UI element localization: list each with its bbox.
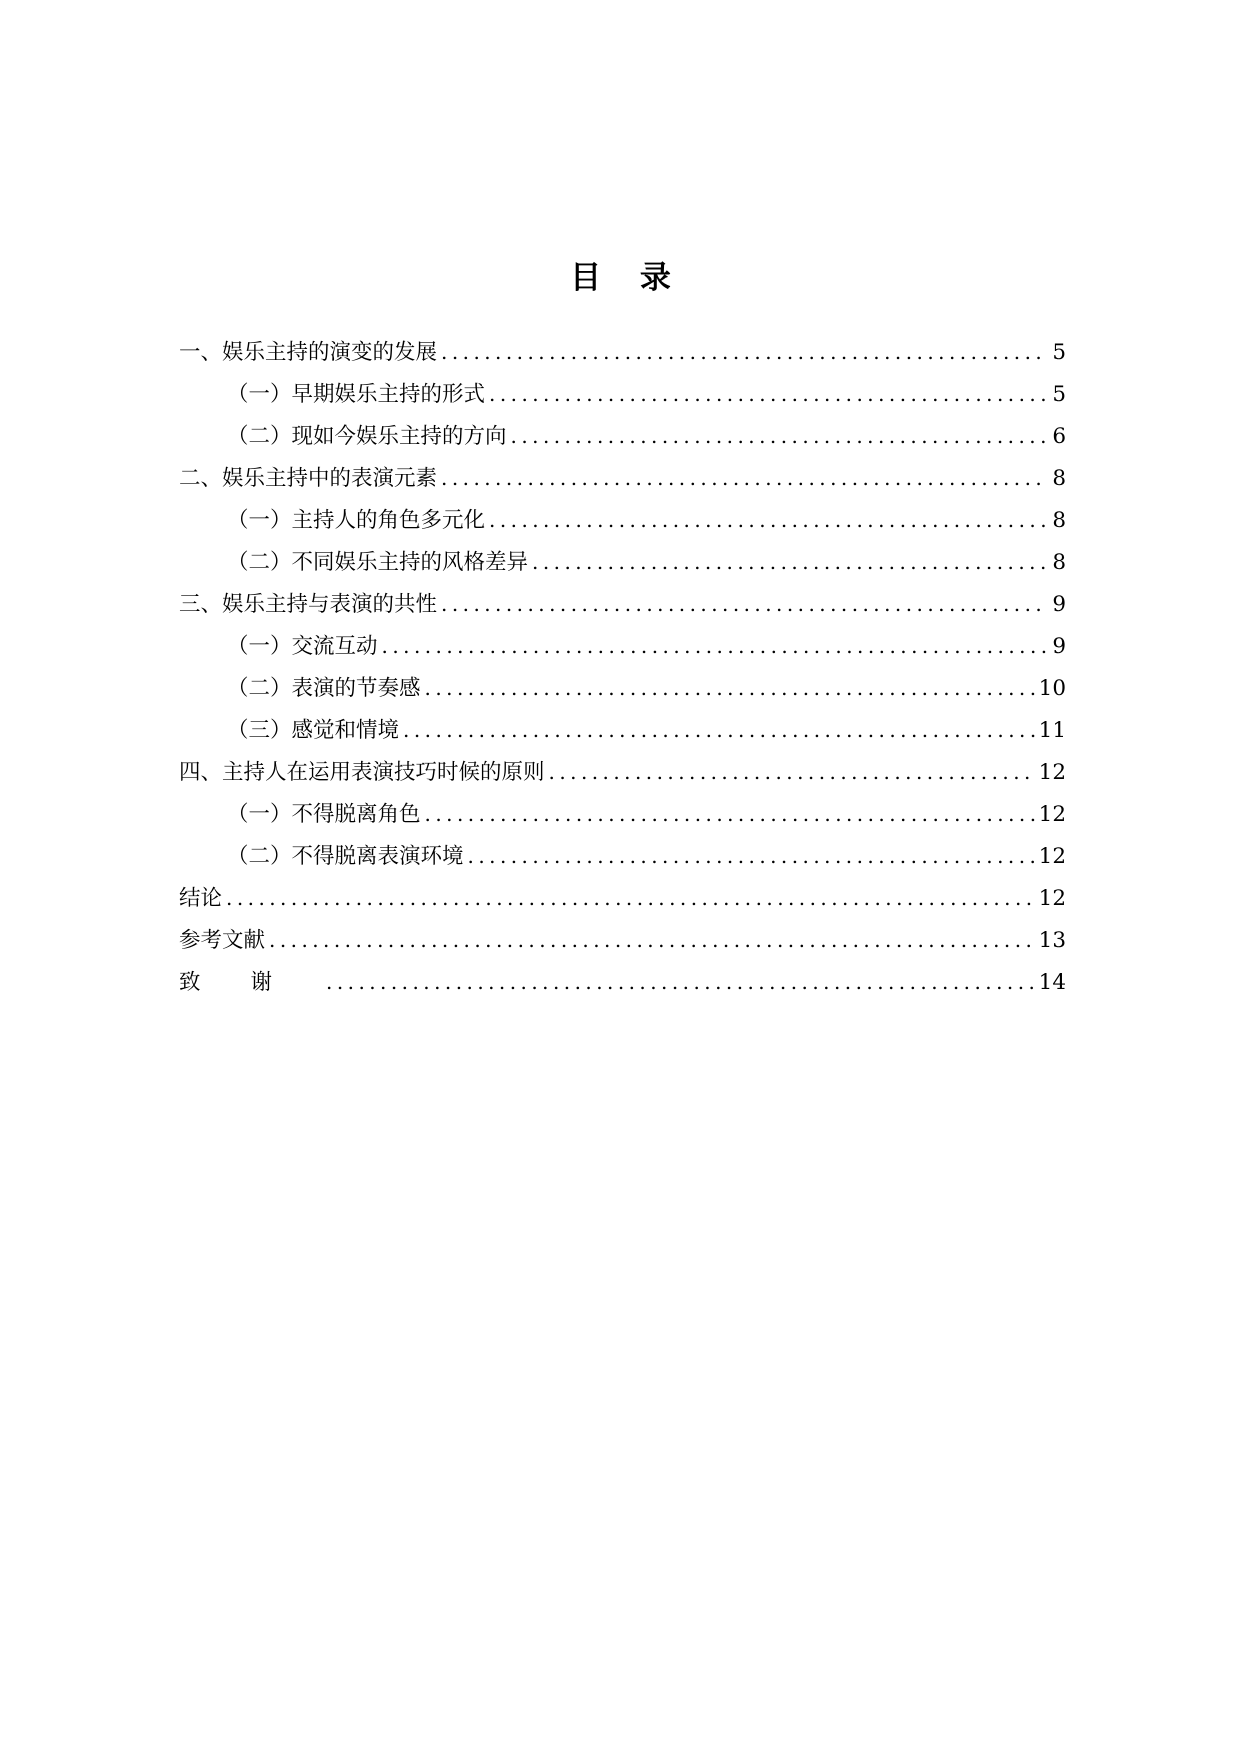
page-title: 目 录 (570, 259, 685, 296)
toc-page-number: 6 (1052, 424, 1066, 449)
toc-entry[interactable] (179, 373, 1066, 415)
toc-dot-leader (549, 751, 1035, 793)
toc-page-number: 8 (1052, 550, 1066, 575)
toc-page-number: 9 (1052, 634, 1066, 659)
toc-entry[interactable] (179, 667, 1066, 709)
toc-entry[interactable] (179, 541, 1066, 583)
toc-entry-label: （二）不得脱离表演环境 (227, 844, 464, 869)
toc-entry[interactable] (179, 919, 1066, 961)
toc-dot-leader (489, 499, 1048, 541)
toc-dot-leader (269, 919, 1035, 961)
toc-page-number: 12 (1038, 760, 1066, 785)
toc-dot-leader (425, 667, 1035, 709)
toc-page-number: 11 (1038, 718, 1066, 743)
toc-entry[interactable] (179, 457, 1066, 499)
toc-entry-label: 一、娱乐主持的演变的发展 (179, 340, 438, 365)
toc-entry[interactable] (179, 961, 1066, 1003)
toc-dot-leader (403, 709, 1035, 751)
toc-entry[interactable] (179, 709, 1066, 751)
toc-entry-label: （一）不得脱离角色 (227, 802, 421, 827)
toc-dot-leader (532, 541, 1048, 583)
toc-dot-leader (326, 961, 1035, 1003)
toc-entry[interactable] (179, 793, 1066, 835)
toc-dot-leader (441, 331, 1048, 373)
toc-entry[interactable] (179, 583, 1066, 625)
toc-entry-label: 三、娱乐主持与表演的共性 (179, 592, 438, 617)
toc-entry[interactable] (179, 877, 1066, 919)
toc-dot-leader (226, 877, 1035, 919)
toc-page-number: 12 (1038, 886, 1066, 911)
toc-entry[interactable] (179, 751, 1066, 793)
toc-dot-leader (382, 625, 1049, 667)
toc-entry-label: 结论 (179, 886, 223, 911)
toc-page-number: 9 (1052, 592, 1066, 617)
toc-dot-leader (425, 793, 1035, 835)
toc-dot-leader (468, 835, 1035, 877)
toc-entry[interactable] (179, 499, 1066, 541)
toc-page-number: 5 (1052, 340, 1066, 365)
toc-entry-label: （二）表演的节奏感 (227, 676, 421, 701)
toc-dot-leader (489, 373, 1048, 415)
toc-entry-label: （二）不同娱乐主持的风格差异 (227, 550, 529, 575)
toc-entry-label: 二、娱乐主持中的表演元素 (179, 466, 438, 491)
toc-entry[interactable] (179, 331, 1066, 373)
toc-entry-label: 致谢 (179, 970, 323, 995)
toc-entry-label: （一）早期娱乐主持的形式 (227, 382, 486, 407)
toc-page-number: 5 (1052, 382, 1066, 407)
toc-entry-label: （二）现如今娱乐主持的方向 (227, 424, 507, 449)
toc-entry[interactable] (179, 625, 1066, 667)
toc-entry-label: 参考文献 (179, 928, 266, 953)
toc-page-number: 8 (1052, 466, 1066, 491)
toc-dot-leader (441, 583, 1048, 625)
toc-entry-label: 四、主持人在运用表演技巧时候的原则 (179, 760, 545, 785)
toc-dot-leader (511, 415, 1049, 457)
toc-page-number: 10 (1038, 676, 1066, 701)
toc-entry[interactable] (179, 415, 1066, 457)
toc-entry-label: （一）交流互动 (227, 634, 378, 659)
toc-page-number: 13 (1038, 928, 1066, 953)
table-of-contents (179, 331, 1066, 1003)
toc-page-number: 12 (1038, 802, 1066, 827)
toc-page-number: 14 (1038, 970, 1066, 995)
toc-entry[interactable] (179, 835, 1066, 877)
toc-dot-leader (441, 457, 1048, 499)
toc-page-number: 12 (1038, 844, 1066, 869)
toc-entry-label: （三）感觉和情境 (227, 718, 400, 743)
toc-page-number: 8 (1052, 508, 1066, 533)
toc-entry-label: （一）主持人的角色多元化 (227, 508, 486, 533)
